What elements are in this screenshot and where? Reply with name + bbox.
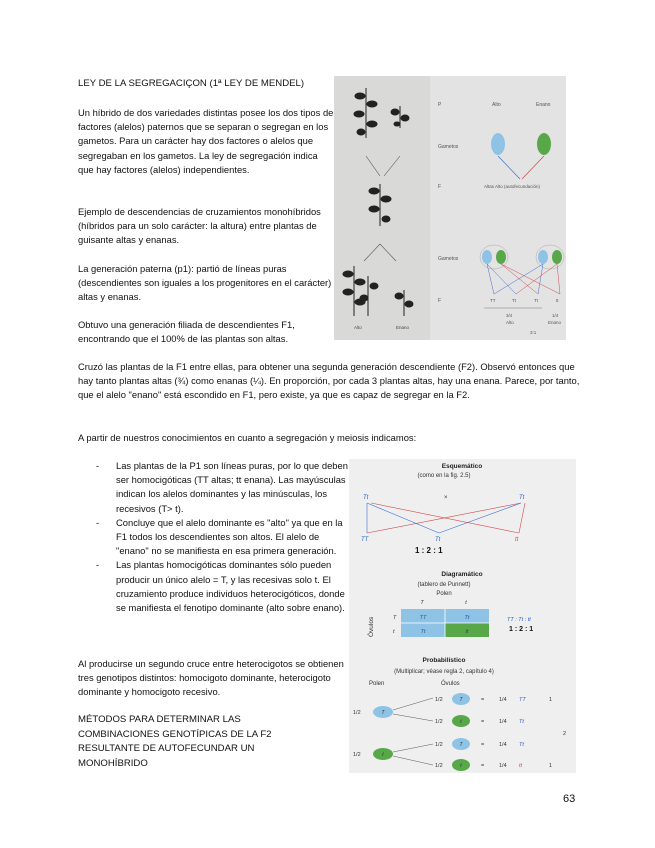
esq-parent-right: Tt [519,495,525,501]
prob-row3-half: 1/2 [435,742,443,748]
plants-panel [334,76,430,340]
bullet-list [100,459,350,615]
punnett-text-tt: tt [465,629,469,635]
esq-cross-symbol: × [444,495,448,501]
label-f2: F [438,298,442,304]
f1-gametes-right [536,245,564,269]
prob-row2-eq: = [481,719,485,725]
prob-row4-allele: t [460,763,462,769]
esq-subtitle: (como en la fig. 2.5) [417,473,471,479]
esq-parent-left: Tt [363,495,369,501]
diag-subtitle: (tablero de Punnett) [417,582,471,588]
esq-title: Esquemático [441,463,483,470]
mendel-cross-svg [334,76,566,340]
prob-row2-allele: t [460,719,462,725]
list-item: - Las plantas homocigóticas dominantes sólo pueden producir un único alelo = T, y las recesivas solo t. El cruzamiento produce individuos heterocigóticos, donde se manifiesta el fenotipo dominante (alto sobre enano). [100,558,350,615]
prob-count-3: 1 [549,763,553,769]
figure-mendel-cross [334,76,566,340]
gamete-t-icon [537,133,551,155]
label-gametos: Gametos [438,144,459,150]
label-f1-caption: Altas Alto (autofecundación) [484,184,541,189]
paragraph-f1: Obtuvo una generación filiada de descendientes F1, encontrando que el 100% de las plantas son altas. [78,319,295,345]
prob-title: Probabilístico [422,657,466,664]
prob-polen-label: Polen [369,681,385,687]
prob-row1-half: 1/2 [435,697,443,703]
label-enano-small: Enano [396,325,410,330]
list-item: - Las plantas de la P1 son líneas puras, por lo que deben ser homocigóticas (TT altas; tt enana). Las mayúsculas indican los alelos dominantes y las minúsculas, los recesivos (T> t). [100,459,350,516]
prob-row4-quarter: 1/4 [499,763,507,769]
esq-offspring-Tt: Tt [435,537,441,543]
prob-row2-half: 1/2 [435,719,443,725]
genotype-TT: TT [490,298,496,303]
prob-row4-half: 1/2 [435,763,443,769]
methods-svg [349,459,576,773]
prob-count-1: 1 [549,697,553,703]
prob-row2-genotype: Tt [519,719,524,725]
paragraph-intro: A partir de nuestros conocimientos en cuanto a segregación y meiosis indicamos: [78,432,417,443]
esq-offspring-tt: tt [515,537,519,543]
label-enano: Enano [536,102,551,108]
prob-row3-eq: = [481,742,485,748]
prob-row1-quarter: 1/4 [499,697,507,703]
paragraph-second-cross: Al producirse un segundo cruce entre heterocigotos se obtienen tres genotipos distintos: homocigoto dominante, heterocigoto dominante y homocigoto recesivo. [78,658,344,698]
list-item: - Concluye que el alelo dominante es "alto" ya que en la F1 todos los descendientes son altos. El alelo de "enano" no se manifiesta en esa primera generación. [100,516,350,559]
figure-methods [349,459,576,773]
prob-row3-genotype: Tt [519,742,524,748]
paragraph-f2: Cruzó las plantas de la F1 entre ellas, para obtener una segunda generación descendiente (F2). Observó entonces que hay tanto plantas altas (¾) como enanas (¼). En proporción, por cada 3 plantas altas, hay una enana. Parece, por tanto, que el alelo "enano" está escondido en F1, pero existe, ya que es capaz de segregar en la F2. [78,361,580,401]
prob-ovulos-label: Óvulos [441,681,460,687]
paragraph-definition: Un híbrido de dos variedades distintas posee los dos tipos de factores (alelos) paternos que se separan o segregan en los gametos. Para un carácter hay dos factores o alelos que segregaban en los gametos. La ley de segregación indica que hay factores (alelos) independientes. [78,107,334,175]
label-alto: Alto [492,102,501,108]
esq-offspring-TT: TT [361,537,369,543]
label-alto-small: Alto [354,325,362,330]
prob-row1-eq: = [481,697,485,703]
diag-ratio: 1 : 2 : 1 [509,626,534,633]
prob-pollen-T-half: 1/2 [353,710,361,716]
diag-row-head-T: T [393,615,397,621]
label-f1: F [438,184,442,190]
label-ratio-right: 1/4 [552,313,559,318]
genotype-Tt-1: Tt [512,298,516,303]
diag-ovulos-label: Óvulos [368,616,375,637]
paragraph-example: Ejemplo de descendencias de cruzamientos monohíbridos (híbridos para un solo carácter: la altura) entre plantas de guisante altas y enanas. [78,206,321,246]
prob-pollen-t-label: t [382,752,384,758]
prob-row1-allele: T [459,697,463,703]
genotype-tt: tt [556,298,559,303]
page-number: 63 [563,793,576,805]
prob-subtitle: (Multiplicar; véase regla 2, capítulo 4) [394,669,494,675]
diag-row-head-t: t [393,629,395,635]
prob-row2-quarter: 1/4 [499,719,507,725]
prob-row3-allele: T [459,742,463,748]
subsection-title: MÉTODOS PARA DETERMINAR LAS COMBINACIONES GENOTÍPICAS DE LA F2 RESULTANTE DE AUTOFECUNDAR UN MONOHÍBRIDO [78,714,272,769]
prob-row4-genotype: tt [519,763,523,769]
diag-title: Diagramático [441,571,483,578]
prob-count-2: 2 [563,731,567,737]
label-ratio-left-2: Alto [506,320,514,325]
diag-col-head-T: T [420,600,424,606]
prob-row1-genotype: TT [519,697,526,703]
prob-row3-quarter: 1/4 [499,742,507,748]
label-ratio: 3:1 [530,330,537,335]
genotype-Tt-2: Tt [534,298,538,303]
label-ratio-right-2: Enano [548,320,562,325]
diag-col-head-t: t [465,600,467,606]
punnett-text-TT: TT [419,615,427,621]
section-title: LEY DE LA SEGREGACIÇON (1ª LEY DE MENDEL) [78,78,305,89]
prob-row4-eq: = [481,763,485,769]
prob-pollen-T-label: T [381,710,385,716]
punnett-text-Tt-2: Tt [420,629,426,635]
prob-pollen-t-half: 1/2 [353,752,361,758]
gamete-T-icon [491,133,505,155]
paragraph-p1: La generación paterna (p1): partió de líneas puras (descendientes son iguales a los progenitores en el carácter) altas y enanas. [78,263,332,303]
esq-ratio: 1 : 2 : 1 [415,546,443,555]
label-ratio-left: 3/4 [506,313,513,318]
diag-result: TT : Tt : tt [507,617,531,623]
label-gametos-2: Gametos [438,256,459,262]
punnett-text-Tt-1: Tt [464,615,470,621]
label-p: P [438,102,442,108]
diag-polen-label: Polen [436,591,452,597]
